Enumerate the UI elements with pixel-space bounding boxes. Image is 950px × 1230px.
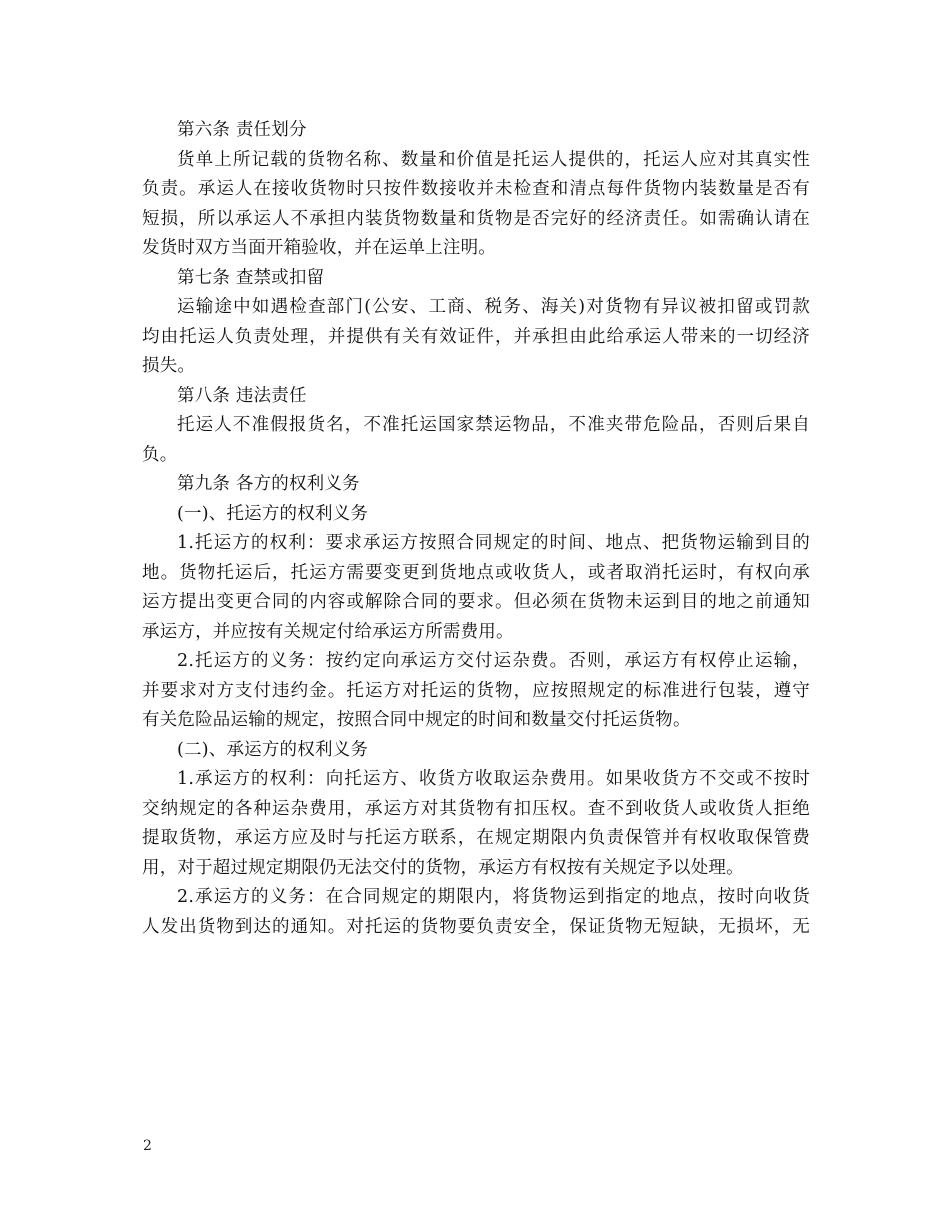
article-8-heading: 第八条 违法责任 bbox=[177, 385, 307, 406]
article-6-line: 短损，所以承运人不承担内装货物数量和货物是否完好的经济责任。如需确认请在 bbox=[142, 208, 810, 229]
section-1-duties-line: 并要求对方支付违约金。托运方对托运的货物，应按照规定的标准进行包装，遵守 bbox=[142, 680, 810, 701]
article-9 bbox=[142, 470, 810, 942]
article-9-heading: 第九条 各方的权利义务 bbox=[177, 474, 360, 494]
section-1-rights-line: 运方提出变更合同的内容或解除合同的要求。但必须在货物未运到目的地之前通知 bbox=[142, 592, 810, 612]
section-2-rights-line: 提取货物，承运方应及时与托运方联系，在规定期限内负责保管并有权收取保管费 bbox=[142, 828, 810, 848]
article-6-line: 发货时双方当面开箱验收，并在运单上注明。 bbox=[142, 238, 496, 258]
article-7 bbox=[142, 264, 810, 382]
article-7-line: 损失。 bbox=[142, 356, 196, 376]
section-1-rights-line: 承运方，并应按有关规定付给承运方所需费用。 bbox=[142, 621, 514, 642]
article-7-heading: 第七条 查禁或扣留 bbox=[177, 267, 325, 288]
section-2-duties-line: 2.承运方的义务：在合同规定的期限内，将货物运到指定的地点，按时向收货 bbox=[177, 887, 810, 907]
article-8 bbox=[142, 382, 810, 471]
article-8-line: 负。 bbox=[142, 444, 178, 465]
page-number: 2 bbox=[143, 1138, 152, 1154]
document-body bbox=[142, 116, 810, 942]
section-1-duties-line: 有关危险品运输的规定，按照合同中规定的时间和数量交付托运货物。 bbox=[142, 710, 691, 730]
article-6-line: 负责。承运人在接收货物时只按件数接收并未检查和清点每件货物内装数量是否有 bbox=[142, 179, 810, 199]
article-7-line: 运输途中如遇检查部门(公安、工商、税务、海关)对货物有异议被扣留或罚款 bbox=[177, 297, 810, 317]
section-2-duties-line: 人发出货物到达的通知。对托运的货物要负责安全，保证货物无短缺，无损坏，无 bbox=[142, 916, 810, 937]
section-2-rights-line: 1.承运方的权利：向托运方、收货方收取运杂费用。如果收货方不交或不按时 bbox=[177, 769, 810, 789]
article-7-line: 均由托运人负责处理，并提供有关有效证件，并承担由此给承运人带来的一切经济 bbox=[142, 326, 810, 347]
section-1-heading: (一)、托运方的权利义务 bbox=[177, 503, 369, 524]
section-2-heading: (二)、承运方的权利义务 bbox=[177, 739, 369, 760]
article-8-line: 托运人不准假报货名，不准托运国家禁运物品，不准夹带危险品，否则后果自 bbox=[177, 415, 810, 435]
article-6-line: 货单上所记载的货物名称、数量和价值是托运人提供的，托运人应对其真实性 bbox=[177, 149, 810, 170]
section-2-rights-line: 交纳规定的各种运杂费用，承运方对其货物有扣压权。查不到收货人或收货人拒绝 bbox=[142, 798, 810, 819]
section-1-rights-line: 1.托运方的权利：要求承运方按照合同规定的时间、地点、把货物运输到目的 bbox=[177, 533, 810, 553]
section-1-duties-line: 2.托运方的义务：按约定向承运方交付运杂费。否则，承运方有权停止运输， bbox=[177, 651, 810, 671]
article-6 bbox=[142, 116, 810, 264]
section-1-rights-line: 地。货物托运后，托运方需要变更到货地点或收货人，或者取消托运时，有权向承 bbox=[142, 562, 810, 583]
section-2-rights-line: 用，对于超过规定期限仍无法交付的货物，承运方有权按有关规定予以处理。 bbox=[142, 857, 744, 878]
article-6-heading: 第六条 责任划分 bbox=[177, 120, 307, 140]
